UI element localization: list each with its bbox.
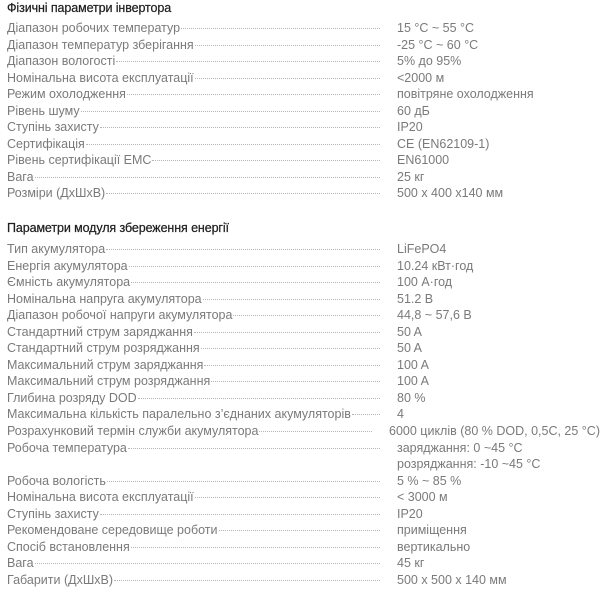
dotted-leader (86, 144, 380, 145)
spec-value: IP20 (397, 506, 423, 521)
spec-label: Глибина розряду DOD (7, 390, 137, 405)
spec-row (7, 258, 600, 275)
spec-value: розряджання: -10 ~45 °C (397, 457, 541, 472)
spec-row (7, 539, 600, 556)
spec-list (7, 241, 600, 588)
spec-label: Енергія акумулятора (7, 258, 128, 273)
spec-label: Максимальна кількість паралельно з’єднаних акумуляторів (7, 407, 351, 422)
spec-label: Режим охолодження (7, 87, 126, 102)
spec-row (7, 555, 600, 572)
spec-row (7, 489, 600, 506)
spec-value: 4 (397, 407, 404, 422)
spec-value: 10.24 кВт·год (397, 258, 474, 273)
dotted-leader (195, 497, 380, 498)
spec-label: Стандартний струм розряджання (7, 341, 200, 356)
dotted-leader (201, 348, 380, 349)
spec-label: Ступінь захисту (7, 120, 99, 135)
spec-value: EN61000 (397, 153, 450, 168)
spec-value: 100 A (397, 374, 429, 389)
spec-value: вертикально (397, 539, 471, 554)
spec-value: 60 дБ (397, 103, 430, 118)
spec-row (7, 20, 600, 37)
spec-label: Максимальний струм розряджання (7, 374, 211, 389)
spec-label: Робоча температура (7, 440, 127, 455)
spec-row (7, 423, 600, 440)
spec-row (7, 506, 600, 523)
section-title: Параметри модуля збереження енергії (7, 221, 229, 235)
spec-row (7, 440, 600, 457)
spec-row (7, 390, 600, 407)
spec-label: Діапазон вологості (7, 54, 116, 69)
dotted-leader (219, 530, 381, 531)
dotted-leader (35, 177, 380, 178)
spec-value: приміщення (397, 523, 467, 538)
spec-label: Розміри (ДхШхВ) (7, 186, 106, 201)
dotted-leader (100, 127, 380, 128)
spec-row (7, 373, 600, 390)
spec-row (7, 86, 600, 103)
spec-row (7, 136, 600, 153)
spec-label: Ступінь захисту (7, 506, 99, 521)
spec-value: 6000 циклів (80 % DOD, 0,5C, 25 °C) (389, 424, 600, 439)
dotted-leader (204, 365, 380, 366)
spec-row (7, 357, 600, 374)
spec-value: IP20 (397, 120, 423, 135)
dotted-leader (128, 448, 380, 449)
dotted-leader (106, 193, 380, 194)
dotted-leader (116, 61, 380, 62)
spec-value: 100 А·год (397, 275, 453, 290)
spec-value: повітряне охолодження (397, 87, 534, 102)
spec-row (7, 324, 600, 341)
dotted-leader (129, 266, 380, 267)
spec-value: 15 °C ~ 55 °C (397, 21, 475, 35)
spec-value: 44,8 ~ 57,6 В (397, 308, 472, 323)
spec-row (7, 340, 600, 357)
dotted-leader (35, 563, 380, 564)
spec-row (7, 473, 600, 490)
spec-value: 45 кг (397, 556, 425, 571)
spec-label: Тип акумулятора (7, 242, 106, 256)
dotted-leader (131, 282, 380, 283)
dotted-leader (106, 249, 380, 250)
spec-row (7, 291, 600, 308)
dotted-leader (107, 481, 380, 482)
dotted-leader (194, 332, 380, 333)
spec-row (7, 307, 600, 324)
spec-row (7, 53, 600, 70)
spec-value: CE (EN62109-1) (397, 136, 490, 151)
spec-value: 500 x 500 x 140 мм (397, 572, 507, 587)
dotted-leader (114, 580, 380, 581)
spec-row (7, 152, 600, 169)
spec-value: 25 кг (397, 169, 425, 184)
spec-label: Рекомендоване середовище роботи (7, 523, 218, 538)
inverter-physical-params-section (7, 0, 600, 202)
spec-row (7, 169, 600, 186)
spec-label: Максимальний струм заряджання (7, 357, 204, 372)
spec-value: 500 x 400 x140 мм (397, 186, 504, 201)
dotted-leader (81, 111, 380, 112)
spec-label: Номінальна висота експлуатації (7, 490, 194, 505)
dotted-leader (152, 160, 380, 161)
spec-value: <2000 м (397, 70, 445, 85)
spec-value: 80 % (397, 390, 426, 405)
spec-row (7, 572, 600, 589)
spec-label: Рівень шуму (7, 103, 80, 118)
spec-row (7, 185, 600, 202)
spec-label: Рівень сертифікації EMC (7, 153, 152, 168)
spec-row-continuation (7, 456, 600, 473)
spec-value: 100 A (397, 357, 429, 372)
spec-row (7, 70, 600, 87)
spec-label: Стандартний струм заряджання (7, 324, 193, 339)
spec-list (7, 20, 600, 202)
spec-row (7, 406, 600, 423)
spec-row (7, 274, 600, 291)
spec-label: Номінальна напруга акумулятора (7, 291, 202, 306)
spec-label: Діапазон температур зберігання (7, 37, 194, 52)
spec-value: LiFePO4 (397, 242, 447, 256)
spec-label: Вага (7, 169, 34, 184)
spec-value: -25 °C ~ 60 °C (397, 37, 479, 52)
spec-label: Діапазон робочої напруги акумулятора (7, 308, 233, 323)
spec-label: Номінальна висота експлуатації (7, 70, 194, 85)
spec-label: Ємність акумулятора (7, 275, 131, 290)
spec-label: Розрахунковий термін служби акумулятора (7, 424, 259, 439)
spec-label: Габарити (ДхШхВ) (7, 572, 114, 587)
spec-label: Робоча вологість (7, 473, 106, 488)
spec-label: Вага (7, 556, 34, 571)
dotted-leader (211, 381, 380, 382)
spec-row (7, 241, 600, 258)
energy-storage-params-section (7, 220, 600, 588)
section-title: Фізичні параметри інвертора (7, 1, 172, 15)
dotted-leader (181, 28, 380, 29)
spec-label: Діапазон робочих температур (7, 21, 181, 35)
dotted-leader (352, 414, 380, 415)
dotted-leader (233, 315, 380, 316)
spec-row (7, 103, 600, 120)
spec-row (7, 522, 600, 539)
spec-row (7, 119, 600, 136)
dotted-leader (131, 547, 380, 548)
spec-value: 50 A (397, 341, 423, 356)
spec-value: 51.2 В (397, 291, 434, 306)
dotted-leader (100, 514, 380, 515)
spec-value: 50 A (397, 324, 423, 339)
dotted-leader (195, 78, 380, 79)
dotted-leader (195, 45, 380, 46)
spec-label: Спосіб встановлення (7, 539, 130, 554)
spec-row (7, 37, 600, 54)
dotted-leader (203, 299, 380, 300)
dotted-leader (138, 398, 380, 399)
spec-value: 5 % ~ 85 % (397, 473, 462, 488)
spec-label: Сертифікація (7, 136, 85, 151)
spec-value: < 3000 м (397, 490, 448, 505)
dotted-leader (127, 94, 380, 95)
spec-value: 5% до 95% (397, 54, 462, 69)
dotted-leader (259, 431, 372, 432)
spec-value: заряджання: 0 ~45 °C (397, 440, 523, 455)
